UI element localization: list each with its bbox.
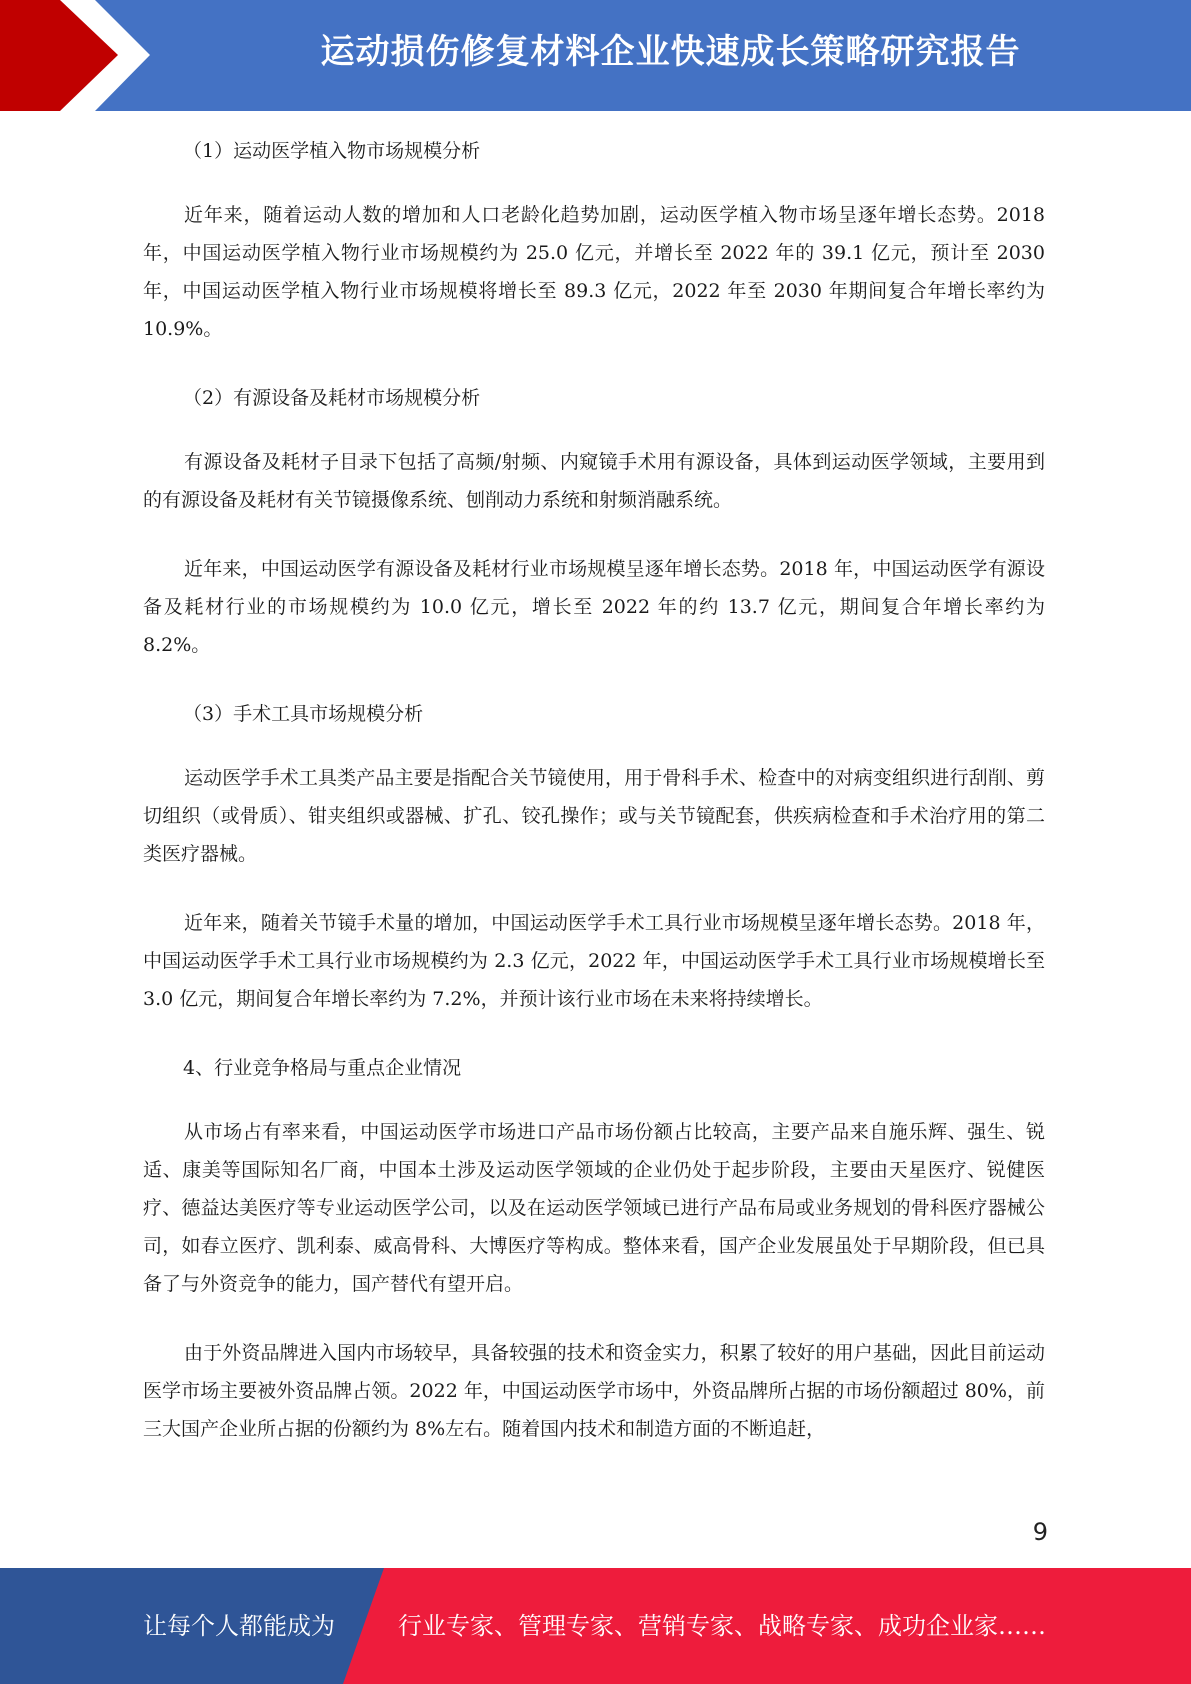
paragraph: 近年来，随着运动人数的增加和人口老龄化趋势加剧，运动医学植入物市场呈逐年增长态势。2018 年，中国运动医学植入物行业市场规模约为 25.0 亿元，并增长至 2022 年的 39.1 亿元，预计至 2030 年，中国运动医学植入物行业市场规模将增长至 89.3 亿元，2022 年至 2030 年期间复合年增长率约为 10.9%。 <box>143 204 1045 340</box>
paragraph: 由于外资品牌进入国内市场较早，具备较强的技术和资金实力，积累了较好的用户基础，因此目前运动医学市场主要被外资品牌占领。2022 年，中国运动医学市场中，外资品牌所占据的市场份额超过 80%，前三大国产企业所占据的份额约为 8%左右。随着国内技术和制造方面的不断追赶， <box>143 1342 1045 1440</box>
footer-slogan-right: 行业专家、管理专家、营销专家、战略专家、成功企业家…… <box>398 1612 1046 1640</box>
paragraph: 有源设备及耗材子目录下包括了高频/射频、内窥镜手术用有源设备，具体到运动医学领域，主要用到的有源设备及耗材有关节镜摄像系统、刨削动力系统和射频消融系统。 <box>143 451 1045 511</box>
paragraph: 近年来，中国运动医学有源设备及耗材行业市场规模呈逐年增长态势。2018 年，中国运动医学有源设备及耗材行业的市场规模约为 10.0 亿元，增长至 2022 年的约 13.7 亿元，期间复合年增长率约为 8.2%。 <box>143 558 1045 656</box>
section-heading: （3）手术工具市场规模分析 <box>183 703 424 725</box>
footer-slogan-left: 让每个人都能成为 <box>143 1612 335 1640</box>
paragraph: 运动医学手术工具类产品主要是指配合关节镜使用，用于骨科手术、检查中的对病变组织进行刮削、剪切组织（或骨质）、钳夹组织或器械、扩孔、铰孔操作；或与关节镜配套，供疾病检查和手术治疗用的第二类医疗器械。 <box>143 767 1045 865</box>
section-heading: （2）有源设备及耗材市场规模分析 <box>183 387 481 409</box>
paragraph: 从市场占有率来看，中国运动医学市场进口产品市场份额占比较高，主要产品来自施乐辉、强生、锐适、康美等国际知名厂商，中国本土涉及运动医学领域的企业仍处于起步阶段，主要由天星医疗、锐健医疗、德益达美医疗等专业运动医学公司，以及在运动医学领域已进行产品布局或业务规划的骨科医疗器械公司，如春立医疗、凯利泰、威高骨科、大博医疗等构成。整体来看，国产企业发展虽处于早期阶段，但已具备了与外资竞争的能力，国产替代有望开启。 <box>143 1121 1045 1295</box>
paragraph: 近年来，随着关节镜手术量的增加，中国运动医学手术工具行业市场规模呈逐年增长态势。2018 年，中国运动医学手术工具行业市场规模约为 2.3 亿元，2022 年，中国运动医学手术工具行业市场规模增长至 3.0 亿元，期间复合年增长率约为 7.2%，并预计该行业市场在未来将持续增长。 <box>143 912 1045 1010</box>
section-heading: 4、行业竞争格局与重点企业情况 <box>183 1057 462 1079</box>
footer-banner <box>0 1568 1191 1684</box>
header-banner <box>0 0 1191 111</box>
page-number: 9 <box>1032 1518 1048 1546</box>
section-heading: （1）运动医学植入物市场规模分析 <box>183 140 481 162</box>
main-content <box>143 132 1045 1479</box>
report-title: 运动损伤修复材料企业快速成长策略研究报告 <box>320 32 1021 72</box>
chevron-arrow-icon <box>0 0 160 111</box>
